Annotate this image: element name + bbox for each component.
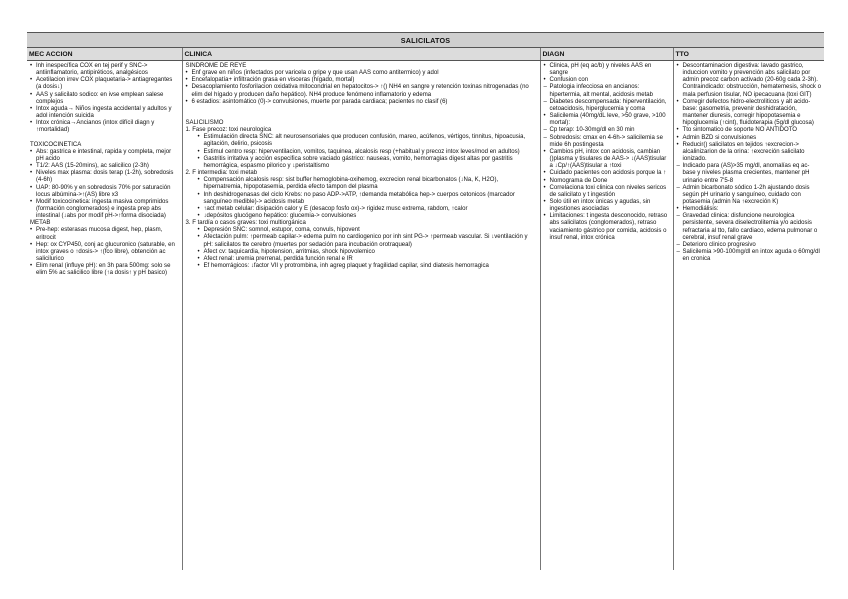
list-item: • Encefalopatía+ infiltración grasa en visceras (hígado, mortal): [186, 77, 537, 84]
list-item: • Clinica, pH (eq ac/b) y niveles AAS en sangre: [544, 63, 670, 77]
list-item: • Solo útil en intox únicas y agudas, sin ingestiones asociadas: [544, 199, 670, 213]
list-item: – Sobredosis: cmax en 4-6h-> salicilemia se mide 6h postingesta: [544, 135, 670, 149]
list-item: • ↑act metab celular: disipación calor y E (desacop fosfo ox)-> rigidez musc extrema, rabdom, ↑calor: [198, 206, 537, 213]
list-item: – Indicado para (AS)>35 mg/dl, anomalías eq ac-base y niveles plasma crecientes, mantener pH urinario entre 7'5-8: [677, 163, 822, 184]
list-item: • T1/2: AAS (15-20mins), ac salicilico (2-3h): [30, 163, 179, 170]
list-item: • Intox crónica→Ancianos (intox difícil diagn y ↑mortalidad): [30, 120, 179, 134]
list-item: • Hep: ox CYP450, conj ac glucuronico (saturable, en intox graves o ↑dosis-> ↑(fco libre), obtención ac salicilurico: [30, 242, 179, 263]
header-mec-accion: MEC ACCION: [27, 48, 182, 61]
list-item: • Hemodiálisis:: [677, 206, 822, 213]
list-item: – Deterioro clinico progresivo: [677, 242, 822, 249]
list-item: • Corregir defectos hidro-electroliticos y alt acido-base: gasometria, prevenir deshidratación, mantener diuresis, corregir hipopotasemia e hipoglucemia (↑cint), fluidoterapia (5g/dl glucosa): [677, 99, 822, 128]
column-mec-accion: [27, 61, 182, 570]
salicilatos-table: [27, 32, 824, 570]
list-item: • Salicilemia (40mg/dL leve, >50 grave, >100 mortal):: [544, 113, 670, 127]
column-clinica: [182, 61, 540, 570]
list-item: • Depresión SNC: somnol, estupor, coma, convuls, hipovent: [198, 227, 537, 234]
list-item: • Ef hemorrágicos: ↓factor VII y protrombina, inh agreg plaquet y fragilidad capilar, sind diatesis hemorragica: [198, 263, 537, 270]
column-diagn: [540, 61, 673, 570]
phase-3-heading: 3. F tardía o casos graves: toxi multiorgánica: [185, 220, 306, 227]
list-item: • Desacoplamiento fosforilacion oxidativa mitocondrial en hepatocitos-> ↑() NH4 en sangre y retención toxinas nitrogenadas (no elim del hígado y producen daño hepático). NH4 produce fenómeno inflamatorio y edema: [186, 84, 537, 98]
phase-2-heading: 2. F intermedia: toxi metab: [185, 170, 258, 177]
list-item: • Enf grave en niños (infectados por varicela o gripe y que usan AAS como antitermico) y adol: [186, 70, 537, 77]
list-item: • Afect renal: uremia prerrenal, perdida función renal e IR: [198, 256, 537, 263]
list-item: • Pre-hep: esterasas mucosa digest, hep, plasm, eritrocit: [30, 227, 179, 241]
section-heading-reye: SINDROME DE REYE: [185, 63, 247, 69]
mec-list: [30, 63, 179, 135]
toxico-list: [30, 149, 179, 221]
list-item: • Admin BZD si convulsiones: [677, 135, 822, 142]
section-heading-metab: METAB: [30, 220, 51, 227]
list-item: • Acetilacion irrev COX plaquetaria-> antiagregantes (a dosis↓): [30, 77, 179, 91]
list-item: • Cambios pH, intox con acidosis, cambian ()plasma y tisulares de AAS-> ↓(AAS)tisular a ↓Cp/↑(AAS)tisular a ↑toxi: [544, 149, 670, 170]
list-item: • Inh inespecífica COX en tej perif y SNC-> antiinflamatorio, antipiréticos, analgésicos: [30, 63, 179, 77]
list-item: • Compensación alcalosis resp: sist buffer hemoglobina-oxihemog, excrecion renal bicarbonatos (↓Na, K, H2O), hipernatremia, hipopotasemia, perdida efecto tampon del plasma: [198, 177, 537, 191]
header-diagn: DIAGN: [540, 48, 673, 61]
list-item: • 6 estadios: asintomático (0)-> convulsiones, muerte por parada cardiaca; pacientes no clasif (6): [186, 99, 537, 106]
list-item: – Patologia infecciosa en ancianos: hipertermia, alt mental, acidosis metab: [544, 84, 670, 98]
phase-1-list: [186, 134, 537, 170]
section-heading-toxicocinetica: TOXICOCINETICA: [30, 141, 82, 148]
table-title: SALICILATOS: [27, 33, 824, 48]
list-item: – Cp terap: 10-30mg/dl en 30 min: [544, 127, 670, 134]
list-item: – Admin bicarbonato sódico 1-2h ajustando dosis según pH urinario y sanguíneo, cuidado con potasemia (admin Na ↑excreción K): [677, 185, 822, 206]
list-item: • Estimulación directa SNC: alt neurosensoriales que producen confusión, mareo, acúfenos, vértigos, tinnitus, hipoacusia, agitación, delirio, psicosis: [198, 134, 537, 148]
list-item: • UAP: 80-90% y en sobredosis 70% por saturación locus albúmina->↑(AS) libre x3: [30, 185, 179, 199]
diagn-list: [544, 63, 670, 242]
list-item: • Cuidado pacientes con acidosis porque la ↑: [544, 170, 670, 177]
list-item: • Intox aguda→ Niños ingesta accidental y adultos y adol intención suicida: [30, 106, 179, 120]
list-item: • Gastritis irritativa y acción especifica sobre vaciado gástrico: nauseas, vomito, hemorragias digest altas por gastritis hemorrágica, espasmo pilorico y ↓peristaltismo: [198, 156, 537, 170]
list-item: • Modif toxicocinetica: ingesta masiva comprimidos (formación conglomerados) e ingesta prep abs intestinal (↓abs por modif pH->↑forma disociada): [30, 199, 179, 220]
section-heading-salicilismo: SALICILISMO: [185, 119, 224, 126]
phase-3-list: [186, 227, 537, 270]
list-item: • Correlaciona toxi clinica con niveles sericos de salicilato y t ingestión: [544, 185, 670, 199]
metab-list: [30, 227, 179, 277]
list-item: • Nomograma de Done: [544, 178, 670, 185]
list-item: – Gravedad clinica: disfuncione neurologica persistente, severa diselectrolitemia y/o acidosis refractaria al tto, fallo cardiaco, edema pulmonar o cerebral, insuf renal grave: [677, 213, 822, 242]
list-item: • Abs: gastrica e intestinal, rapida y completa, mejor pH acido: [30, 149, 179, 163]
header-clinica: CLINICA: [182, 48, 540, 61]
list-item: • AAS y salicilato sodico: en ivse emplean salese complejos: [30, 92, 179, 106]
reye-list: [186, 70, 537, 106]
list-item: – Diabetes descompensada: hiperventilación, cetoacidosis, hiperglucemia y coma: [544, 99, 670, 113]
list-item: • Tto sintomatico de soporte NO ANTIDOTO: [677, 127, 822, 134]
list-item: • Estimul centro resp: hiperventilacion, vomitos, taquinea, alcalosis resp (+habitual y precoz intox leves/mod en adultos): [198, 149, 537, 156]
list-item: – Salicilemia >90-100mg/dl en intox aguda o 60mg/dl en cronica: [677, 249, 822, 263]
list-item: • Inh deshidrogenasas del ciclo Krebs: no paso ADP->ATP, ↑demanda metabólica hep-> cuerpos cetonicos (marcador sanguíneo medible)-> acidosis metab: [198, 192, 537, 206]
list-item: • Afect cv: taquicardia, hipotension, arritmias, shock hipovolemico: [198, 249, 537, 256]
list-item: • Niveles max plasma: dosis terap (1-2h), sobredosis (4-6h): [30, 170, 179, 184]
header-tto: TTO: [673, 48, 824, 61]
column-tto: [673, 61, 824, 570]
phase-1-heading: 1. Fase precoz: toxi neurologica: [185, 127, 272, 134]
phase-2-list: [186, 177, 537, 220]
list-item: • Descontaminacion digestiva: lavado gastrico, induccion vomito y prevención abs salicilato por admin precoz carbon activado (20-60g cada 2-3h). Contraindicado: obstrucción, hematemesis, shock o mala perfusion tisular, NO ipecacuana (toxi GIT): [677, 63, 822, 99]
salicilatos-document: [27, 32, 824, 568]
list-item: • ↓depósitos glucógeno hepático: glucemia-> convulsiones: [198, 213, 537, 220]
list-item: • Reducir() salicilatos en tejidos ↑excrecion-> alcalinizarion de la orina: ↑excreción salicilato ionizado.: [677, 142, 822, 163]
list-item: • Confusion con: [544, 77, 670, 84]
tto-list: [677, 63, 822, 263]
list-item: • Elim renal (influye pH): en 3h para 500mg: solo se elim 5% ac salicilico libre (↑a dosis↑ y pH basico): [30, 263, 179, 277]
list-item: • Afectación pulm: ↑permeab capilar-> edema pulm no cardiogenico por inh sint PG-> ↑permeab vascular. Si ↓ventilación y pH: salicilatos tte cerebro (muertes por sedación para incubación orotraqueal): [198, 234, 537, 248]
list-item: • Limitaciones: t ingesta desconocido, retraso abs salicilatos (conglomerados), retraso vaciamiento gástrico por comida, acidosis o insuf renal, intox crónica: [544, 213, 670, 242]
